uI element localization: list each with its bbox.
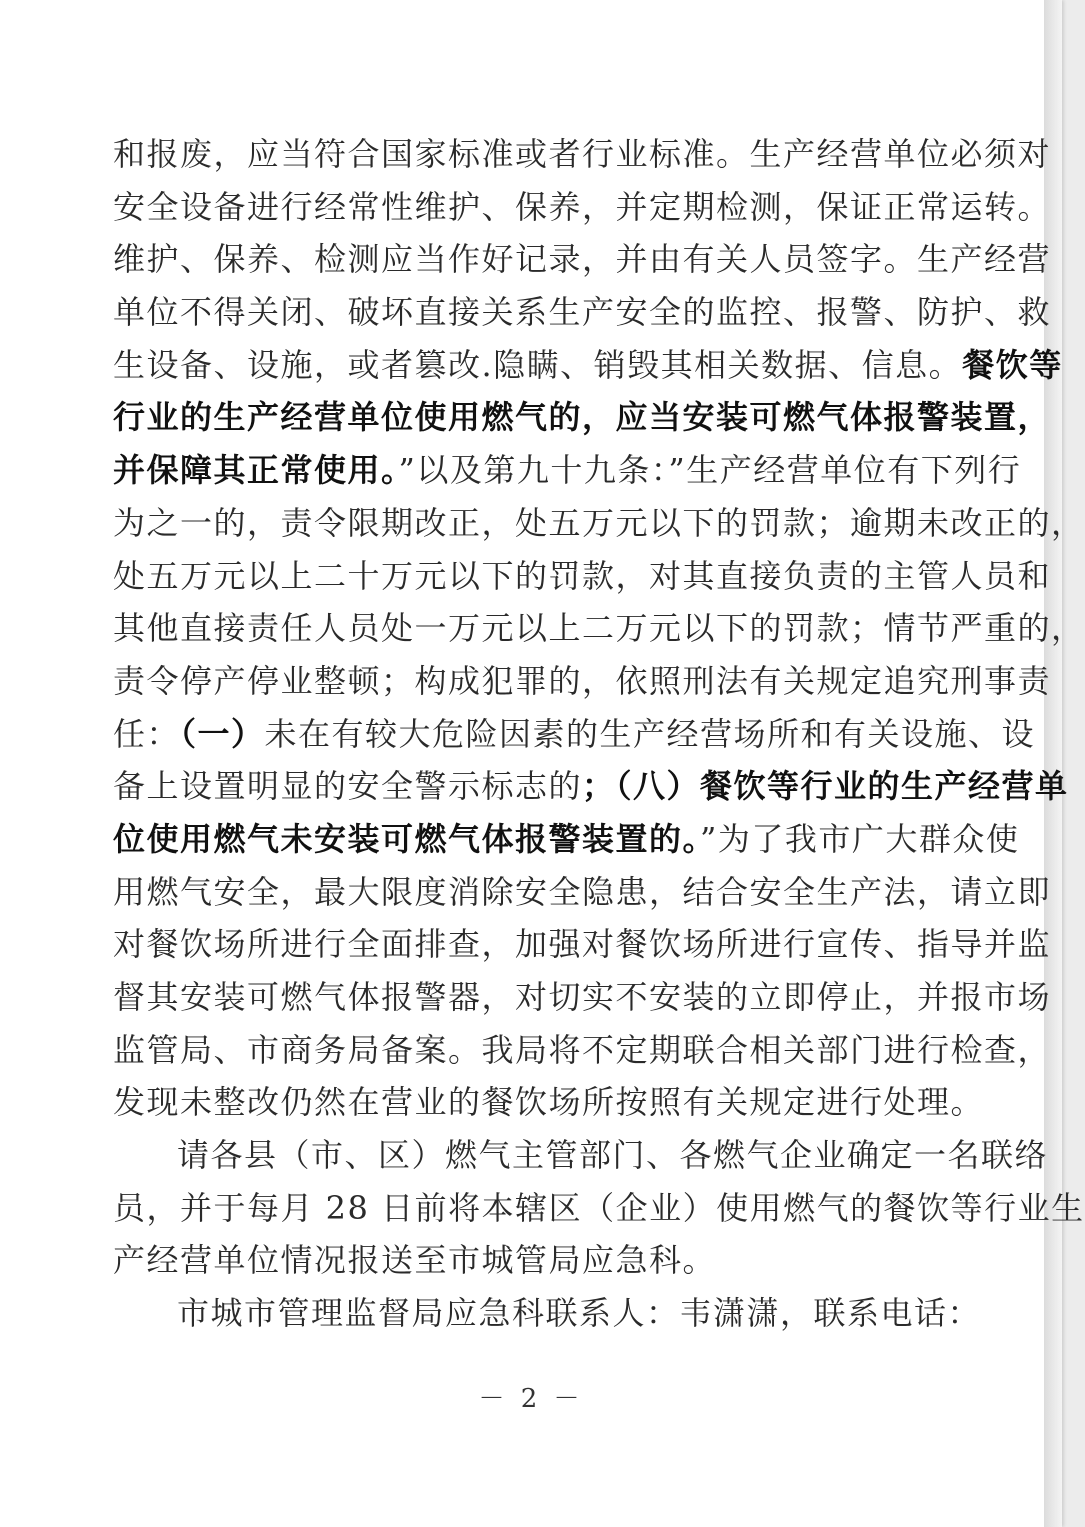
text-line	[113, 655, 1052, 708]
text-line	[113, 1234, 959, 1287]
text-line	[113, 1076, 985, 1129]
text-run: 用燃气安全，最大限度消除安全隐患，结合安全生产法，请立即	[113, 872, 1052, 911]
body-text	[113, 128, 1085, 1340]
text-run: 维护、保养、检测应当作好记录，并由有关人员签字。生产经营	[113, 240, 1052, 279]
text-run: 发现未整改仍然在营业的餐饮场所按照有关规定进行处理。	[113, 1083, 985, 1122]
text-run: 责令停产停业整顿；构成犯罪的，依照刑法有关规定追究刑事责	[113, 661, 1052, 700]
bold-text-run: 并保障其正常使用。	[113, 451, 399, 490]
text-line	[113, 181, 1052, 234]
text-line	[113, 233, 1052, 286]
text-run: 备上设置明显的安全警示标志的	[113, 767, 583, 806]
text-line	[113, 1182, 1085, 1235]
text-line	[113, 918, 1052, 971]
bold-text-run: 餐饮等	[962, 345, 1063, 384]
text-run: 产经营单位情况报送至市城管局应急科。	[113, 1241, 717, 1280]
text-line	[113, 286, 1052, 339]
text-line	[113, 444, 1022, 497]
text-run: 其他直接责任人员处一万元以上二万元以下的罚款；情节严重的，	[113, 609, 1085, 648]
text-run: 处五万元以上二十万元以下的罚款，对其直接负责的主管人员和	[113, 556, 1052, 595]
text-run: 和报废，应当符合国家标准或者行业标准。生产经营单位必须对	[113, 135, 1052, 173]
page-number: － 2 －	[478, 1384, 584, 1414]
text-run: 未在有较大危险因素的生产经营场所和有关设施、设	[264, 714, 1036, 753]
text-line	[113, 128, 1052, 181]
bold-text-run: 行业的生产经营单位使用燃气的，应当安装可燃气体报警装置，	[113, 398, 1052, 437]
text-run: 生设备、设施，或者篡改.隐瞒、销毁其相关数据、信息。	[113, 345, 963, 384]
text-run: 为之一的，责令限期改正，处五万元以下的罚款；逾期未改正的，	[113, 503, 1085, 542]
bold-text-run: 位使用燃气未安装可燃气体报警装置的。	[113, 819, 701, 858]
text-line	[113, 550, 1052, 603]
text-line	[113, 1287, 982, 1340]
text-run: 任：	[113, 714, 181, 753]
text-run: 安全设备进行经常性维护、保养，并定期检测，保证正常运转。	[113, 187, 1052, 226]
text-line	[113, 602, 1085, 655]
bold-text-run: ；（八）餐饮等行业的生产经营单	[582, 767, 1069, 806]
text-line	[113, 866, 1052, 919]
text-run: 单位不得关闭、破坏直接关系生产安全的监控、报警、防护、救	[113, 293, 1052, 332]
text-run: 请各县（市、区）燃气主管部门、各燃气企业确定一名联络	[177, 1136, 1049, 1175]
text-line	[113, 708, 1036, 761]
text-line	[113, 391, 1052, 444]
text-run: ”以及第九十九条：”生产经营单位有下列行	[398, 451, 1022, 490]
text-line	[113, 760, 1069, 813]
page-edge	[1044, 0, 1062, 1527]
text-run: 市城市管理监督局应急科联系人：韦潇潇，联系电话：	[177, 1294, 982, 1333]
text-line	[113, 497, 1085, 550]
text-line	[113, 339, 1063, 392]
text-line	[113, 813, 1020, 866]
text-run: 对餐饮场所进行全面排查，加强对餐饮场所进行宣传、指导并监	[113, 925, 1052, 964]
bold-text-run: （一）	[180, 714, 265, 753]
text-line	[113, 971, 1052, 1024]
text-line	[113, 1024, 1052, 1077]
text-run: 监管局、市商务局备案。我局将不定期联合相关部门进行检查，	[113, 1030, 1052, 1069]
text-line	[113, 1129, 1049, 1182]
text-run: 员，并于每月 28 日前将本辖区（企业）使用燃气的餐饮等行业生	[113, 1188, 1085, 1227]
text-run: ”为了我市广大群众使	[700, 819, 1020, 858]
text-run: 督其安装可燃气体报警器，对切实不安装的立即停止，并报市场	[113, 978, 1052, 1016]
